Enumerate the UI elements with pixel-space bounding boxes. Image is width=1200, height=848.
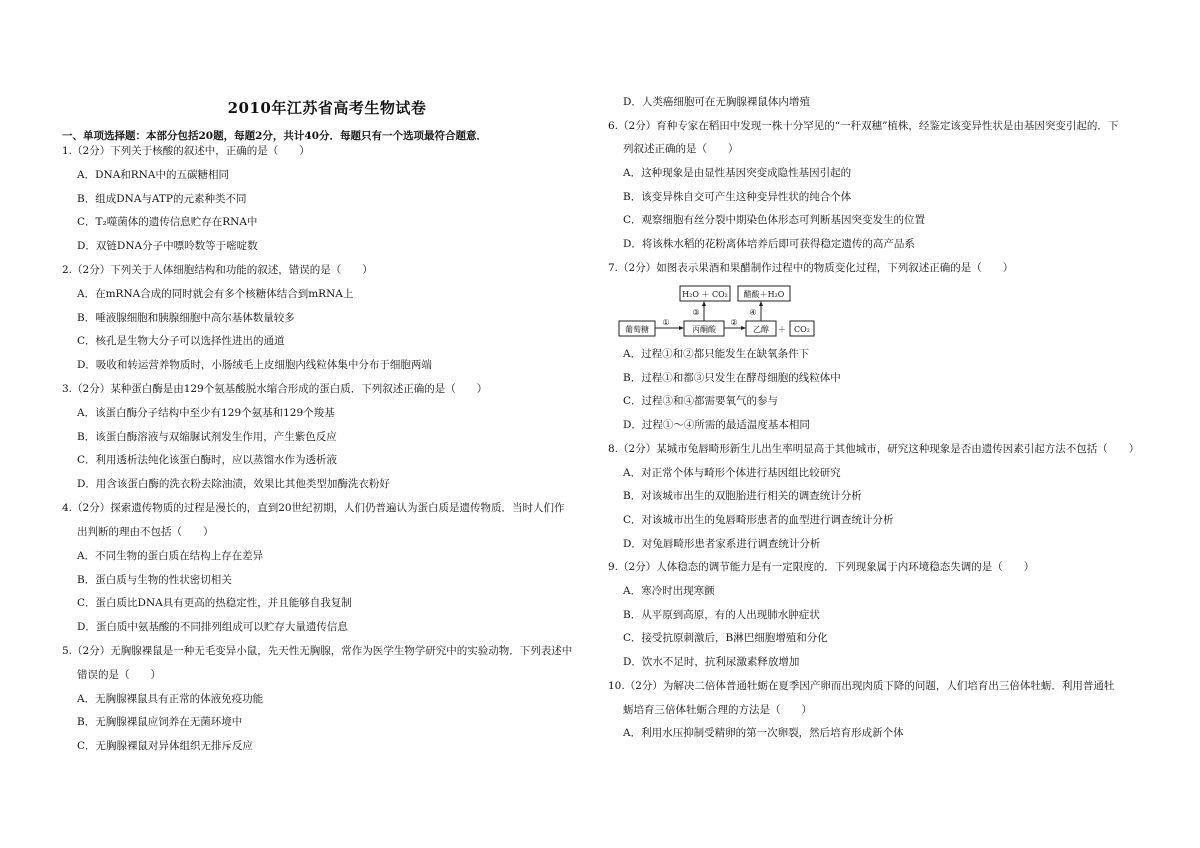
co2-label: CO₂ [794,325,810,334]
question-stem-line: 7.（2分）如图表示果酒和果醋制作过程中的物质变化过程，下列叙述正确的是（ ） [608,262,1014,274]
answer-option-line: C．利用透析法纯化该蛋白酶时，应以蒸馏水作为透析液 [77,454,338,466]
answer-option-line: C．过程③和④都需要氧气的参与 [623,395,779,407]
step2-label: ② [730,318,738,327]
ethanol-label: 乙醇 [753,325,769,334]
answer-option-line: C．无胸腺裸鼠对异体组织无排斥反应 [77,740,254,752]
question-stem-line: 6.（2分）育种专家在稻田中发现一株十分罕见的“一秆双穗”植株，经鉴定该变异性状是由基因突变引起的．下 [608,120,1119,132]
answer-option-line: C．蛋白质比DNA具有更高的热稳定性，并且能够自我复制 [77,597,352,609]
question-stem-line: 3.（2分）某种蛋白酶是由129个氨基酸脱水缩合形成的蛋白质．下列叙述正确的是（ ） [62,383,488,395]
answer-option-line: C．观察细胞有丝分裂中期染色体形态可判断基因突变发生的位置 [623,214,926,226]
answer-option-line: B．蛋白质与生物的性状密切相关 [77,574,232,586]
question-stem-line: 9.（2分）人体稳态的调节能力是有一定限度的．下列现象属于内环境稳态失调的是（ ） [608,561,1035,573]
answer-option-line: D．吸收和转运营养物质时，小肠绒毛上皮细胞内线粒体集中分布于细胞两端 [77,359,432,371]
answer-option-line: D．对兔唇畸形患者家系进行调查统计分析 [623,538,821,550]
answer-option-line: A．这种现象是由显性基因突变成隐性基因引起的 [623,167,852,179]
step4-label: ④ [749,308,757,317]
answer-option-line: B．该变异株自交可产生这种变异性状的纯合个体 [623,191,852,203]
answer-option-line: B．组成DNA与ATP的元素种类不同 [77,193,247,205]
section-heading: 一、单项选择题：本部分包括20题，每题2分，共计40分．每题只有一个选项最符合题意． [62,130,488,142]
glucose-label: 葡萄糖 [625,325,649,334]
answer-option-line: B．对该城市出生的双胞胎进行相关的调查统计分析 [623,490,862,502]
answer-option-line: A．无胸腺裸鼠具有正常的体液免疫功能 [77,693,264,705]
answer-option-line: B．从平原到高原，有的人出现肺水肿症状 [623,609,820,621]
answer-option-line: A．在mRNA合成的同时就会有多个核糖体结合到mRNA上 [77,288,354,300]
question-stem-line: 4.（2分）探索遗传物质的过程是漫长的，直到20世纪初期，人们仍普遍认为蛋白质是遗传物质．当时人们作 [62,502,565,514]
answer-option-line: A．寒冷时出现寒颤 [623,585,715,597]
answer-option-line: A．DNA和RNA中的五碳糖相同 [77,169,229,181]
step1-label: ① [662,318,670,327]
pyruvate-label: 丙酮酸 [692,325,716,334]
question-stem-line: 5.（2分）无胸腺裸鼠是一种无毛变异小鼠，先天性无胸腺，常作为医学生物学研究中的实验动物．下列表述中 [62,645,573,657]
fermentation-diagram [618,283,818,343]
answer-option-line: D．人类癌细胞可在无胸腺裸鼠体内增殖 [623,96,810,108]
question-stem-line: 1.（2分）下列关于核酸的叙述中，正确的是（ ） [62,145,310,157]
answer-option-line: A．不同生物的蛋白质在结构上存在差异 [77,550,264,562]
answer-option-line: 出判断的理由不包括（ ） [77,526,214,538]
answer-option-line: A．该蛋白酶分子结构中至少有129个氨基和129个羧基 [77,407,335,419]
answer-option-line: C．核孔是生物大分子可以选择性进出的通道 [77,335,285,347]
answer-option-line: B．该蛋白酶溶液与双缩脲试剂发生作用，产生紫色反应 [77,431,337,443]
answer-option-line: C．T₂噬菌体的遗传信息贮存在RNA中 [77,216,258,228]
h2o-co2-label: H₂O ＋ CO₂ [682,290,728,299]
answer-option-line: 列叙述正确的是（ ） [623,143,739,155]
plus-label: ＋ [778,325,786,334]
answer-option-line: B．过程①和都③只发生在酵母细胞的线粒体中 [623,372,841,384]
answer-option-line: D．蛋白质中氨基酸的不同排列组成可以贮存大量遗传信息 [77,621,348,633]
answer-option-line: C．接受抗原刺激后，B淋巴细胞增殖和分化 [623,632,828,644]
answer-option-line: A．对正常个体与畸形个体进行基因组比较研究 [623,467,841,479]
answer-option-line: A．利用水压抑制受精卵的第一次卵裂，然后培育形成新个体 [623,727,904,739]
answer-option-line: D．用含该蛋白酶的洗衣粉去除油渍，效果比其他类型加酶洗衣粉好 [77,478,390,490]
answer-option-line: D．双链DNA分子中嘌呤数等于嘧啶数 [77,240,258,252]
answer-option-line: A．过程①和②都只能发生在缺氧条件下 [623,348,810,360]
answer-option-line: D．过程①～④所需的最适温度基本相同 [623,419,810,431]
answer-option-line: 蛎培育三倍体牡蛎合理的方法是（ ） [623,704,812,716]
answer-option-line: B．唾液腺细胞和胰腺细胞中高尔基体数量较多 [77,312,295,324]
question-stem-line: 2.（2分）下列关于人体细胞结构和功能的叙述，错误的是（ ） [62,264,373,276]
question-stem-line: 8.（2分）某城市兔唇畸形新生儿出生率明显高于其他城市，研究这种现象是否由遗传因素引起方法不包括（ ） [608,443,1140,455]
answer-option-line: D．饮水不足时，抗利尿激素释放增加 [623,656,800,668]
answer-option-line: D．将该株水稻的花粉离体培养后即可获得稳定遗传的高产品系 [623,238,915,250]
acetic-label: 醋酸＋H₂O [743,290,785,299]
answer-option-line: C．对该城市出生的兔唇畸形患者的血型进行调查统计分析 [623,514,894,526]
answer-option-line: 错误的是（ ） [77,669,161,681]
page-title: 2010年江苏省高考生物试卷 [227,99,427,117]
step3-label: ③ [692,308,700,317]
answer-option-line: B．无胸腺裸鼠应饲养在无菌环境中 [77,716,243,728]
question-stem-line: 10.（2分）为解决二倍体普通牡蛎在夏季因产卵而出现肉质下降的问题，人们培育出三倍体牡蛎．利用普通牡 [608,680,1115,692]
